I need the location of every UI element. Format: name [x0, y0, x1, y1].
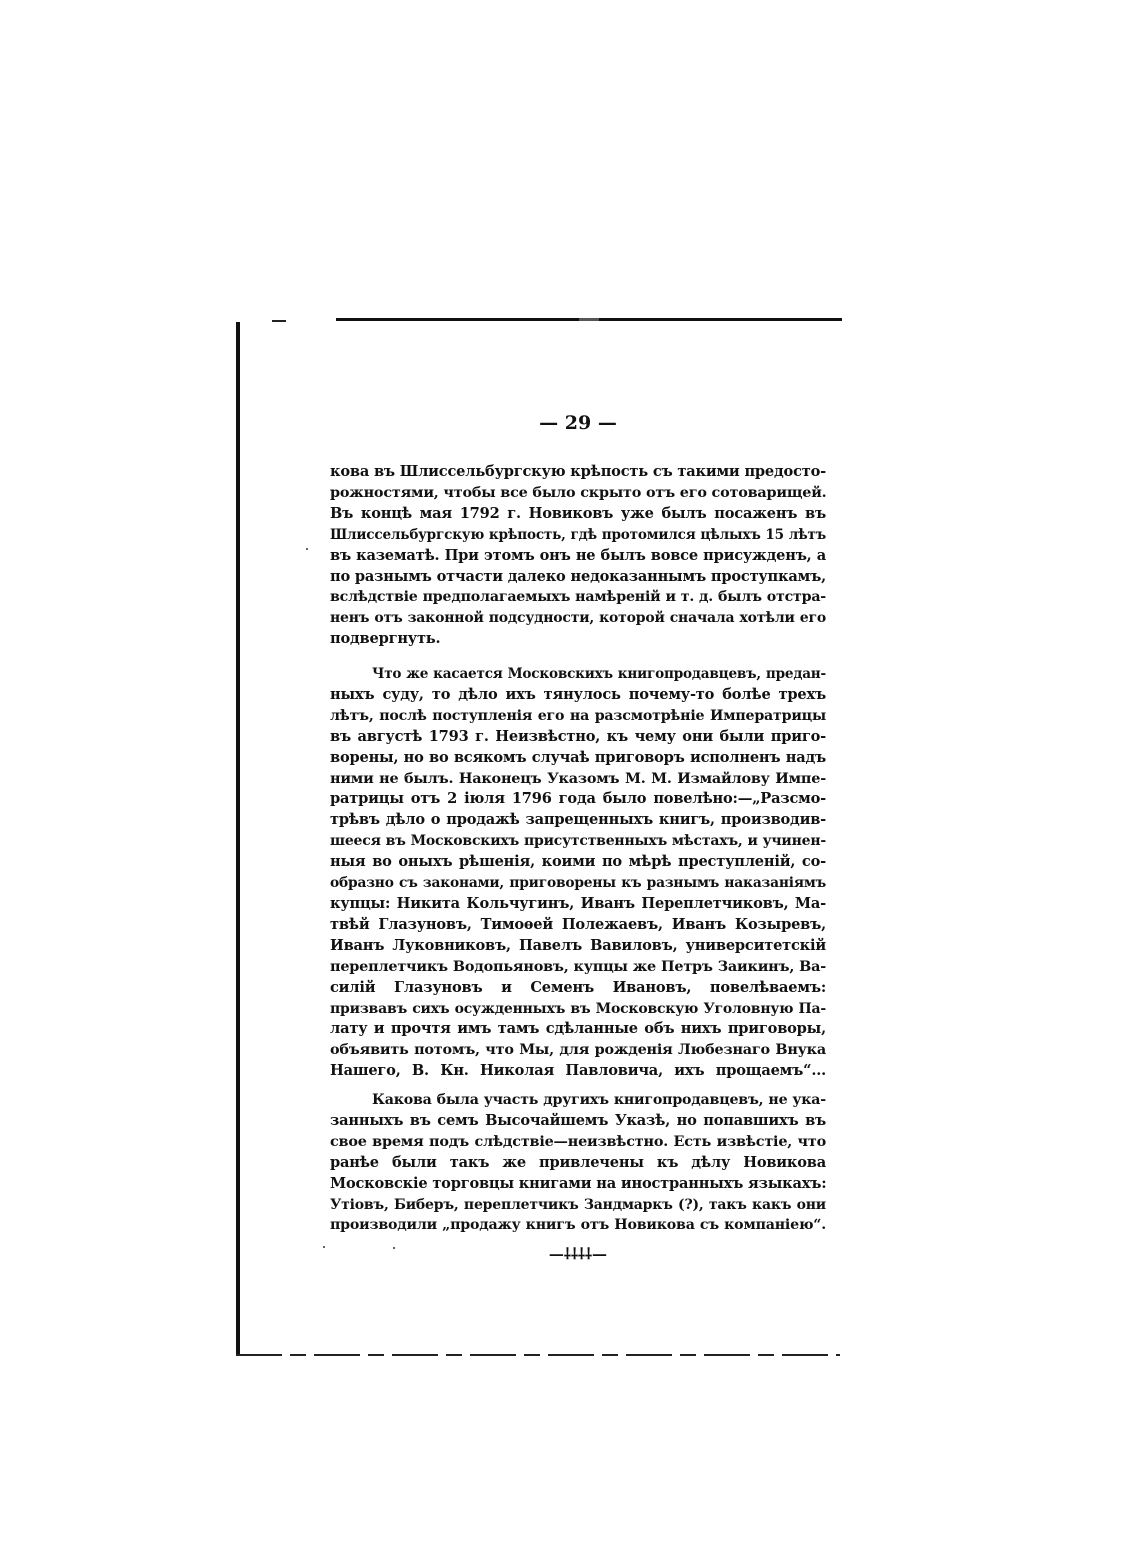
- text-line: ранѣе были такъ же привлечены къ дѣлу Новикова: [330, 1153, 826, 1171]
- print-speck: [323, 1246, 325, 1248]
- text-line: въ казематѣ. При этомъ онъ не былъ вовсе присужденъ, а: [330, 546, 826, 564]
- text-line: свое время подъ слѣдствіе—неизвѣстно. Есть извѣстіе, что: [330, 1132, 826, 1150]
- text-line: ненъ отъ законной подсудности, которой сначала хотѣли его: [330, 610, 826, 627]
- text-line: призвавъ сихъ осужденныхъ въ Московскую Уголовную Па-: [330, 1000, 826, 1017]
- page-top-rule-mark: [272, 320, 286, 322]
- page-frame-bottom-rule: [236, 1354, 840, 1356]
- text-line: Какова была участь другихъ книгопродавцевъ, не ука-: [372, 1092, 826, 1108]
- page-top-rule: [336, 318, 842, 321]
- text-line: производили „продажу книгъ отъ Новикова съ компаніею“.: [330, 1217, 826, 1234]
- text-line: занныхъ въ семъ Высочайшемъ Указѣ, но попавшихъ въ: [330, 1111, 826, 1129]
- page-number: — 29 —: [539, 412, 617, 434]
- paragraph-2: [330, 664, 826, 1082]
- text-line: вслѣдствіе предполагаемыхъ намѣреній и т. д. былъ отстра-: [330, 589, 826, 606]
- paragraph-1: [330, 462, 826, 650]
- text-line: Утіовъ, Биберъ, переплетчикъ Зандмаркъ (?), такъ какъ они: [330, 1196, 826, 1213]
- text-line: ворены, но во всякомъ случаѣ приговоръ исполненъ надъ: [330, 748, 826, 766]
- text-line: лату и прочтя имъ тамъ сдѣланные объ нихъ приговоры,: [330, 1020, 826, 1038]
- text-line: Шлиссельбургскую крѣпость, гдѣ протомился цѣлыхъ 15 лѣтъ: [330, 526, 826, 543]
- text-line: кова въ Шлиссельбургскую крѣпость съ такими предосто-: [330, 463, 826, 480]
- text-line: въ августѣ 1793 г. Неизвѣстно, къ чему они были приго-: [330, 727, 826, 745]
- paragraph-3: [330, 1090, 826, 1236]
- text-line: Что же касается Московскихъ книгопродавцевъ, предан-: [372, 666, 826, 682]
- text-line: шееся въ Московскихъ присутственныхъ мѣстахъ, и учинен-: [330, 833, 826, 850]
- text-line: ныхъ суду, то дѣло ихъ тянулось почему-то болѣе трехъ: [330, 685, 826, 703]
- text-line: твѣй Глазуновъ, Тимоѳей Полежаевъ, Иванъ Козыревъ,: [330, 915, 826, 933]
- text-line: Нашего, В. Кн. Николая Павловича, ихъ прощаемъ“...: [330, 1062, 826, 1080]
- text-line: переплетчикъ Водопьяновъ, купцы же Петръ Заикинъ, Ва-: [330, 957, 826, 975]
- text-line: лѣтъ, послѣ поступленія его на разсмотрѣніе Императрицы: [330, 707, 826, 724]
- text-line: образно съ законами, приговорены къ разнымъ наказаніямъ: [330, 875, 826, 892]
- text-line: Въ концѣ мая 1792 г. Новиковъ уже былъ посаженъ въ: [330, 504, 826, 522]
- print-speck: [306, 548, 308, 550]
- text-line: объявить потомъ, что Мы, для рожденія Любезнаго Внука: [330, 1041, 826, 1059]
- end-ornament: —⸸⸸⸸⸸—: [548, 1245, 608, 1263]
- text-line: ратрицы отъ 2 іюля 1796 года было повелѣно:—„Разсмо-: [330, 790, 826, 808]
- text-line: Московскіе торговцы книгами на иностранныхъ языкахъ:: [330, 1174, 827, 1192]
- text-line: Иванъ Луковниковъ, Павелъ Вавиловъ, университетскій: [330, 936, 826, 954]
- text-line: купцы: Никита Кольчугинъ, Иванъ Переплетчиковъ, Ма-: [330, 894, 826, 912]
- text-line: ними не былъ. Наконецъ Указомъ М. М. Измайлову Импе-: [330, 769, 826, 787]
- text-line: трѣвъ дѣло о продажѣ запрещенныхъ книгъ, производив-: [330, 811, 826, 829]
- text-line: рожностями, чтобы все было скрыто отъ его сотоварищей.: [330, 483, 827, 501]
- text-line: подвергнуть.: [330, 630, 441, 648]
- text-line: ныя во оныхъ рѣшенія, коими по мѣрѣ преступленій, со-: [330, 853, 826, 871]
- text-line: по разнымъ отчасти далеко недоказаннымъ проступкамъ,: [330, 567, 826, 585]
- page-frame-left-rule: [236, 322, 240, 1356]
- text-line: силій Глазуновъ и Семенъ Ивановъ, повелѣваемъ:: [330, 978, 826, 996]
